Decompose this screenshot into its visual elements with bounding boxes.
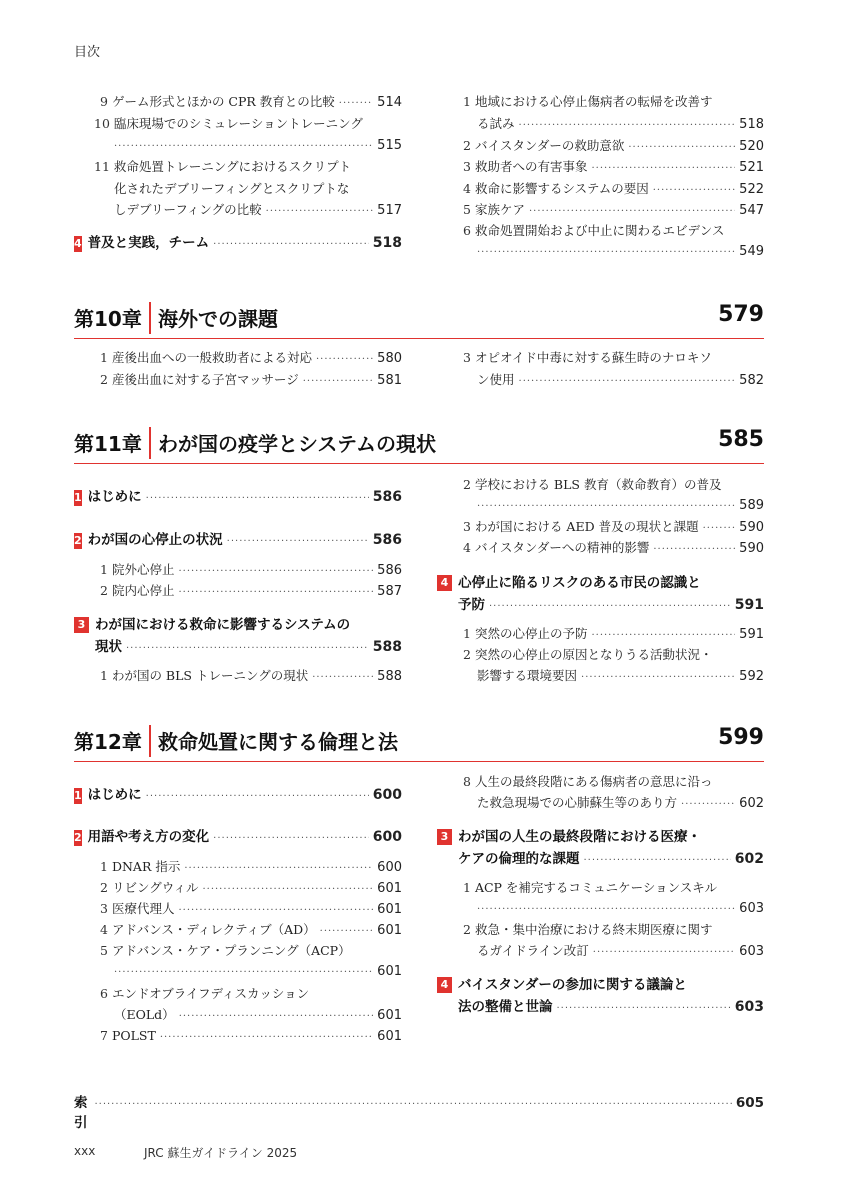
section-heading-continuation — [458, 849, 764, 871]
item-title: 救命処置開始および中止に関わるエビデンス — [474, 223, 725, 238]
chapter-page: 579 — [718, 302, 764, 327]
chapter-heading[interactable] — [74, 298, 764, 339]
item-title-continuation: た救急現場での心肺蘇生等のあり方 — [477, 795, 678, 810]
page-number: 586 — [377, 563, 402, 578]
toc-item-continuation — [114, 963, 402, 982]
chapter-divider — [149, 725, 151, 757]
index-label: 索引 — [74, 1095, 88, 1131]
toc-item[interactable] — [100, 667, 402, 687]
page-number: 601 — [377, 902, 402, 917]
item-title: 救急・集中治療における終末期医療に関す — [474, 922, 713, 937]
item-title: バイスタンダーへの精神的影響 — [474, 540, 650, 555]
page-number: 580 — [377, 351, 402, 366]
leader-dots — [178, 902, 373, 920]
item-title: 医療代理人 — [111, 901, 175, 916]
page-number: 590 — [739, 541, 764, 556]
item-title: DNAR 指示 — [111, 859, 181, 874]
item-number: 8 — [463, 774, 471, 789]
toc-item[interactable] — [463, 518, 764, 538]
section-title: 心停止に陥るリスクのある市民の認識と — [458, 575, 701, 591]
toc-item[interactable] — [463, 158, 764, 178]
section-heading[interactable] — [437, 975, 764, 995]
toc-item-continuation — [114, 1006, 402, 1026]
item-title: 産後出血に対する子宮マッサージ — [111, 372, 299, 387]
toc-item-continuation — [477, 115, 764, 135]
leader-dots — [591, 160, 735, 178]
section-heading-continuation — [458, 997, 764, 1019]
page-number: 603 — [739, 901, 764, 916]
page-number: 586 — [372, 532, 402, 548]
toc-item[interactable] — [100, 879, 402, 899]
section-heading[interactable] — [74, 233, 402, 255]
leader-dots — [213, 235, 369, 255]
page-number: 515 — [377, 138, 402, 153]
item-number: 2 — [463, 647, 471, 662]
page-number: 518 — [739, 117, 764, 132]
item-number: 6 — [463, 223, 471, 238]
item-title: わが国における AED 普及の現状と課題 — [474, 519, 699, 534]
item-number: 2 — [100, 583, 108, 598]
toc-item[interactable] — [94, 115, 402, 133]
item-title: 臨床現場でのシミュレーショントレーニング — [113, 116, 363, 131]
item-title-continuation: る試み — [477, 116, 515, 131]
item-title: 院内心停止 — [111, 583, 175, 598]
section-title: わが国における救命に影響するシステムの — [95, 617, 351, 633]
item-number: 2 — [463, 138, 471, 153]
chapter-divider — [149, 302, 151, 334]
item-title: 産後出血への一般救助者による対応 — [111, 350, 312, 365]
item-number: 4 — [100, 922, 108, 937]
toc-item[interactable] — [100, 921, 402, 941]
section-heading-continuation — [458, 595, 764, 617]
item-title: バイスタンダーの救助意欲 — [474, 138, 625, 153]
item-title-continuation: しデブリーフィングの比較 — [114, 202, 262, 217]
page-number: 522 — [739, 182, 764, 197]
toc-item-continuation — [477, 371, 764, 391]
page-number: 517 — [377, 203, 402, 218]
leader-dots — [681, 796, 735, 814]
leader-dots — [519, 373, 736, 391]
toc-item-continuation — [477, 900, 764, 919]
item-title: 救助者への有害事象 — [474, 159, 588, 174]
page-number: 600 — [372, 787, 402, 803]
item-title: 突然の心停止の予防 — [474, 626, 588, 641]
item-title: 院外心停止 — [111, 562, 175, 577]
leader-dots — [316, 351, 373, 369]
chapter-title: わが国の疫学とシステムの現状 — [158, 432, 436, 456]
toc-item[interactable] — [100, 900, 402, 920]
item-title: 学校における BLS 教育（救命教育）の普及 — [474, 477, 722, 492]
item-title-continuation: 影響する環境要因 — [477, 668, 578, 683]
item-number: 2 — [100, 372, 108, 387]
page-number: 602 — [734, 851, 764, 867]
leader-dots — [703, 520, 736, 538]
leader-dots — [591, 627, 735, 645]
page-number: 586 — [372, 489, 402, 505]
page-number: 600 — [377, 860, 402, 875]
leader-dots — [126, 639, 369, 659]
page-number: 605 — [735, 1095, 764, 1111]
item-title-continuation: るガイドライン改訂 — [477, 943, 589, 958]
leader-dots — [202, 881, 373, 899]
item-number: 1 — [100, 668, 108, 683]
leader-dots — [628, 139, 735, 157]
leader-dots — [146, 787, 369, 807]
item-title: 突然の心停止の原因となりうる活動状況・ — [474, 647, 713, 662]
toc-item[interactable] — [463, 539, 764, 559]
section-badge: 2 — [74, 534, 82, 547]
section-badge: 2 — [74, 831, 82, 844]
toc-item[interactable] — [463, 625, 764, 645]
toc-item[interactable] — [100, 582, 402, 602]
chapter-number: 第12章 — [74, 730, 142, 754]
item-number: 1 — [463, 880, 471, 895]
leader-dots — [653, 541, 735, 559]
section-badge: 1 — [74, 789, 82, 802]
index-entry[interactable] — [74, 1091, 764, 1131]
toc-item[interactable] — [463, 646, 764, 664]
toc-item[interactable] — [100, 1027, 402, 1047]
toc-item[interactable] — [100, 371, 402, 391]
page-number: 603 — [739, 944, 764, 959]
toc-item[interactable] — [463, 137, 764, 157]
chapter-heading[interactable] — [74, 423, 764, 464]
chapter-heading[interactable] — [74, 721, 764, 762]
toc-item-continuation — [477, 497, 764, 516]
page-number: 601 — [377, 1008, 402, 1023]
item-number: 7 — [100, 1028, 108, 1043]
page-number: 603 — [734, 999, 764, 1015]
item-number: 6 — [100, 986, 108, 1001]
section-heading[interactable] — [74, 827, 402, 849]
section-heading[interactable] — [74, 487, 402, 509]
section-title-continuation: ケアの倫理的な課題 — [458, 851, 580, 867]
section-title-continuation: 予防 — [458, 597, 485, 613]
item-title-continuation: 化されたデブリーフィングとスクリプトな — [114, 181, 350, 196]
toc-item-continuation — [477, 794, 764, 814]
section-badge: 1 — [74, 491, 82, 504]
chapter-page: 585 — [718, 427, 764, 452]
header-label: 目次 — [74, 45, 101, 60]
page-number: 601 — [377, 923, 402, 938]
toc-item[interactable] — [463, 349, 764, 367]
toc-item-continuation — [114, 201, 402, 221]
chapter-divider — [149, 427, 151, 459]
item-title-continuation: （EOLd） — [114, 1007, 175, 1022]
item-number: 2 — [100, 880, 108, 895]
toc-item-continuation — [477, 667, 764, 687]
footer-page-number: xxx — [74, 1144, 96, 1158]
toc-item[interactable] — [94, 158, 402, 176]
item-number: 1 — [463, 626, 471, 641]
section-heading[interactable] — [437, 573, 764, 593]
item-title-continuation: ン使用 — [477, 372, 515, 387]
section-badge: 3 — [437, 829, 452, 845]
leader-dots — [266, 203, 374, 221]
footer-book-title: JRC 蘇生ガイドライン 2025 — [144, 1146, 298, 1160]
toc-item[interactable] — [463, 93, 764, 111]
page-number: 520 — [739, 139, 764, 154]
item-title: 人生の最終段階にある傷病者の意思に沿っ — [474, 774, 713, 789]
item-number: 3 — [100, 901, 108, 916]
toc-item-continuation — [114, 137, 402, 156]
item-title: 救命処置トレーニングにおけるスクリプト — [113, 159, 352, 174]
item-title: ACP を補完するコミュニケーションスキル — [474, 880, 718, 895]
item-title: アドバンス・ケア・プランニング（ACP） — [111, 943, 351, 958]
leader-dots — [146, 489, 369, 509]
page-number: 590 — [739, 520, 764, 535]
item-number: 1 — [100, 350, 108, 365]
chapter-title: 救命処置に関する倫理と法 — [158, 730, 398, 754]
page-number: 592 — [739, 669, 764, 684]
toc-item[interactable] — [100, 93, 402, 113]
item-number: 1 — [100, 562, 108, 577]
toc-item[interactable] — [463, 201, 764, 221]
page-number: 518 — [372, 235, 402, 251]
section-title: わが国の人生の最終段階における医療・ — [458, 829, 701, 845]
page-number: 601 — [377, 881, 402, 896]
item-number: 5 — [100, 943, 108, 958]
item-number: 9 — [100, 94, 108, 109]
page-number: 589 — [739, 498, 764, 513]
item-title: エンドオブライフディスカッション — [111, 986, 310, 1001]
section-title: わが国の心停止の状況 — [87, 532, 223, 548]
item-number: 2 — [463, 922, 471, 937]
toc-item[interactable] — [463, 921, 764, 939]
item-number: 3 — [463, 519, 471, 534]
item-number: 4 — [463, 540, 471, 555]
toc-item-continuation — [477, 942, 764, 962]
toc-item[interactable] — [100, 561, 402, 581]
section-title: はじめに — [87, 787, 142, 803]
item-title: オピオイド中毒に対する蘇生時のナロキソ — [474, 350, 712, 365]
leader-dots — [339, 95, 373, 113]
item-title: 地域における心停止傷病者の転帰を改善す — [474, 94, 713, 109]
section-heading-continuation — [95, 637, 402, 659]
page-number: 582 — [739, 373, 764, 388]
chapter-number: 第11章 — [74, 432, 142, 456]
leader-dots — [114, 138, 373, 156]
leader-dots — [477, 498, 735, 516]
leader-dots — [303, 373, 373, 391]
toc-item[interactable] — [100, 349, 402, 369]
item-number: 4 — [463, 181, 471, 196]
page-number: 600 — [372, 829, 402, 845]
section-heading[interactable] — [74, 615, 402, 635]
section-title-continuation: 現状 — [95, 639, 122, 655]
item-number: 1 — [100, 859, 108, 874]
section-title-continuation: 法の整備と世論 — [458, 999, 553, 1015]
item-title: アドバンス・ディレクティブ（AD） — [111, 922, 316, 937]
toc-item[interactable] — [463, 222, 764, 240]
section-title: バイスタンダーの参加に関する議論と — [458, 977, 687, 993]
leader-dots — [557, 999, 731, 1019]
item-title: ゲーム形式とほかの CPR 教育との比較 — [111, 94, 335, 109]
toc-item[interactable] — [463, 773, 764, 791]
page-number: 601 — [377, 1029, 402, 1044]
toc-item-continuation — [477, 243, 764, 262]
section-heading[interactable] — [74, 785, 402, 807]
toc-item[interactable] — [463, 180, 764, 200]
item-number: 11 — [94, 159, 110, 174]
leader-dots — [477, 244, 735, 262]
leader-dots — [584, 851, 731, 871]
page-number: 549 — [739, 244, 764, 259]
section-badge: 4 — [74, 237, 82, 250]
item-title: POLST — [111, 1028, 156, 1043]
leader-dots — [312, 669, 373, 687]
leader-dots — [519, 117, 736, 135]
toc-item[interactable] — [463, 476, 764, 494]
section-badge: 4 — [437, 977, 452, 993]
leader-dots — [529, 203, 735, 221]
section-badge: 4 — [437, 575, 452, 591]
item-number: 2 — [463, 477, 471, 492]
page-number: 514 — [377, 95, 402, 110]
section-badge: 3 — [74, 617, 89, 633]
item-number: 10 — [94, 116, 110, 131]
leader-dots — [178, 584, 373, 602]
leader-dots — [593, 944, 735, 962]
item-title: 救命に影響するシステムの要因 — [474, 181, 649, 196]
toc-item[interactable] — [100, 942, 402, 960]
item-title: リビングウィル — [111, 880, 199, 895]
leader-dots — [160, 1029, 373, 1047]
section-heading[interactable] — [437, 827, 764, 847]
section-title: 普及と実践，チーム — [87, 235, 210, 251]
page-number: 587 — [377, 584, 402, 599]
page-number: 547 — [739, 203, 764, 218]
leader-dots — [320, 923, 374, 941]
leader-dots — [227, 532, 369, 552]
page-number: 591 — [734, 597, 764, 613]
section-title: 用語や考え方の変化 — [87, 829, 210, 845]
item-number: 3 — [463, 350, 471, 365]
page-number: 591 — [739, 627, 764, 642]
item-number: 1 — [463, 94, 471, 109]
page-number: 601 — [377, 964, 402, 979]
page-number: 602 — [739, 796, 764, 811]
section-heading[interactable] — [74, 530, 402, 552]
leader-dots — [213, 829, 369, 849]
leader-dots — [114, 964, 373, 982]
toc-item[interactable] — [100, 858, 402, 878]
section-title: はじめに — [87, 489, 142, 505]
leader-dots — [477, 901, 735, 919]
leader-dots — [179, 1008, 373, 1026]
chapter-title: 海外での課題 — [158, 307, 278, 331]
item-title: 家族ケア — [474, 202, 525, 217]
toc-item[interactable] — [100, 985, 402, 1003]
item-title: わが国の BLS トレーニングの現状 — [111, 668, 309, 683]
leader-dots — [184, 860, 373, 878]
leader-dots — [653, 182, 735, 200]
leader-dots — [94, 1099, 731, 1110]
page-number: 588 — [372, 639, 402, 655]
chapter-number: 第10章 — [74, 307, 142, 331]
page-number: 521 — [739, 160, 764, 175]
item-number: 3 — [463, 159, 471, 174]
chapter-page: 599 — [718, 725, 764, 750]
leader-dots — [489, 597, 731, 617]
page-number: 581 — [377, 373, 402, 388]
leader-dots — [178, 563, 373, 581]
toc-item[interactable] — [463, 879, 764, 897]
leader-dots — [581, 669, 735, 687]
page-number: 588 — [377, 669, 402, 684]
item-number: 5 — [463, 202, 471, 217]
